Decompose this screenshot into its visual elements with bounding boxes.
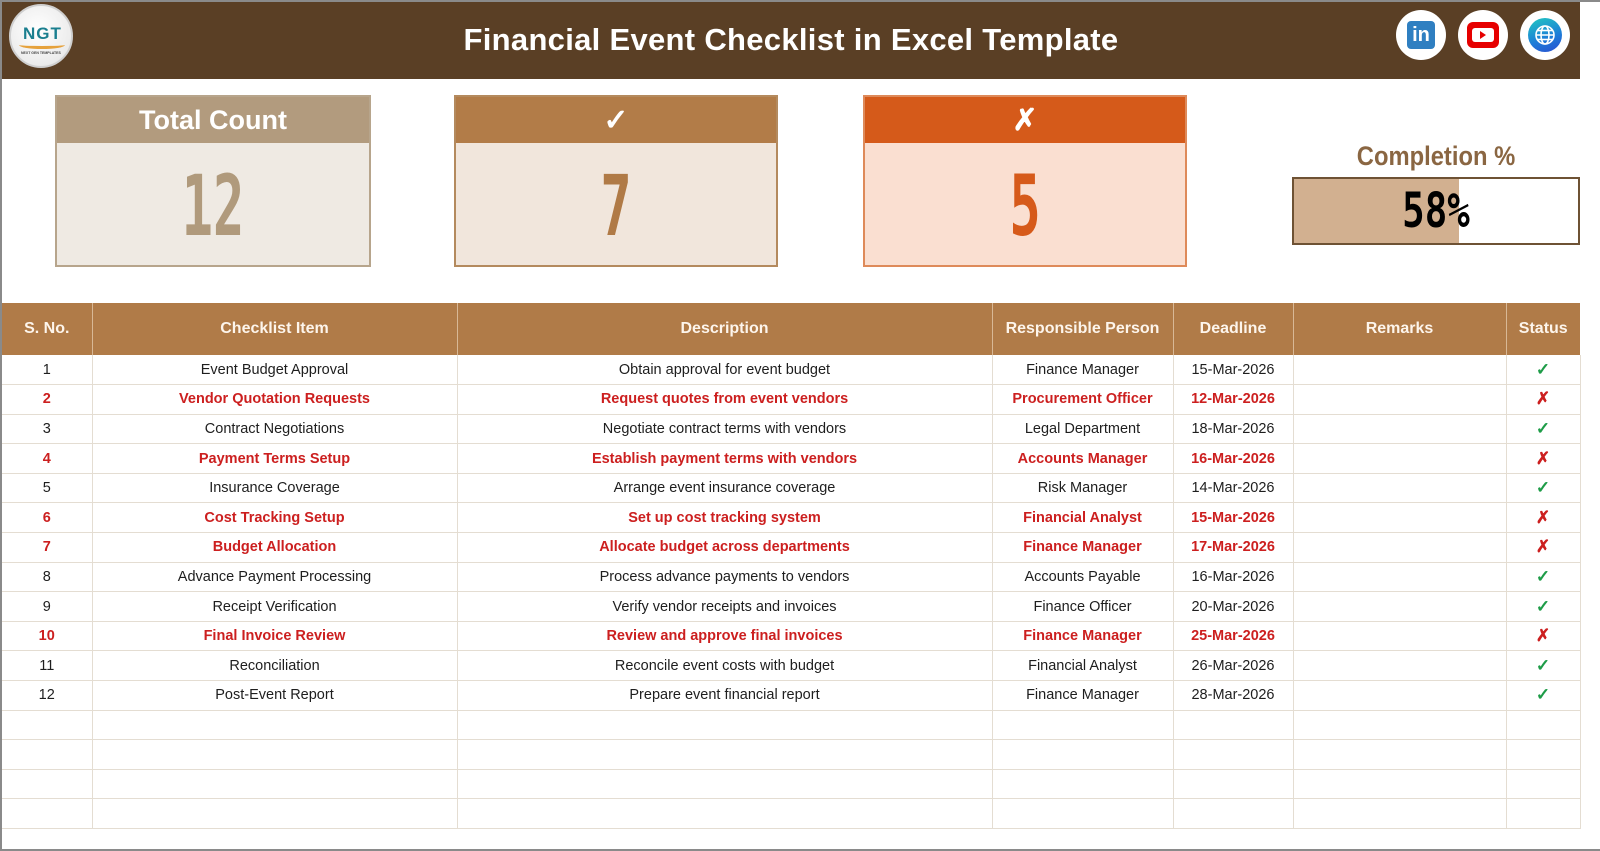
cell-status[interactable]: [1506, 355, 1580, 385]
cell-remarks[interactable]: [1293, 592, 1506, 622]
linkedin-icon: in: [1407, 21, 1435, 49]
table-row: [2, 503, 1580, 533]
table-row: [2, 414, 1580, 444]
cell-deadline[interactable]: 28-Mar-2026: [1173, 681, 1293, 711]
cell-remarks[interactable]: [1293, 385, 1506, 415]
cell-remarks[interactable]: [1293, 681, 1506, 711]
cell-responsible-person[interactable]: Financial Analyst: [992, 651, 1173, 681]
cell-sno[interactable]: 4: [2, 444, 92, 474]
cell-responsible-person[interactable]: Finance Officer: [992, 592, 1173, 622]
cell-description[interactable]: Establish payment terms with vendors: [457, 444, 992, 474]
completed-count-value: 7: [600, 157, 632, 255]
cell-checklist-item[interactable]: Insurance Coverage: [92, 473, 457, 503]
cell-description[interactable]: Prepare event financial report: [457, 681, 992, 711]
empty-cell[interactable]: [1506, 769, 1580, 799]
cell-responsible-person[interactable]: Financial Analyst: [992, 503, 1173, 533]
empty-table-row: [2, 799, 1580, 829]
empty-cell[interactable]: [457, 769, 992, 799]
column-header-sno[interactable]: S. No.: [2, 303, 92, 355]
table-row: [2, 473, 1580, 503]
empty-cell[interactable]: [1173, 769, 1293, 799]
completion-value: 58%: [1402, 183, 1470, 239]
column-header-checklist-item[interactable]: Checklist Item: [92, 303, 457, 355]
column-header-remarks[interactable]: Remarks: [1293, 303, 1506, 355]
empty-cell[interactable]: [992, 799, 1173, 829]
table-row: [2, 444, 1580, 474]
empty-table-row: [2, 740, 1580, 770]
youtube-button[interactable]: [1458, 10, 1508, 60]
cell-description[interactable]: Arrange event insurance coverage: [457, 473, 992, 503]
empty-cell[interactable]: [1293, 710, 1506, 740]
cell-deadline[interactable]: 20-Mar-2026: [1173, 592, 1293, 622]
cell-sno[interactable]: 12: [2, 681, 92, 711]
cell-deadline[interactable]: 15-Mar-2026: [1173, 503, 1293, 533]
cell-description[interactable]: Request quotes from event vendors: [457, 385, 992, 415]
cell-deadline[interactable]: 25-Mar-2026: [1173, 621, 1293, 651]
table-row: [2, 681, 1580, 711]
cell-checklist-item[interactable]: Contract Negotiations: [92, 414, 457, 444]
cell-status[interactable]: [1506, 533, 1580, 563]
table-row: [2, 651, 1580, 681]
cell-description[interactable]: Obtain approval for event budget: [457, 355, 992, 385]
table-row: [2, 385, 1580, 415]
cell-checklist-item[interactable]: Cost Tracking Setup: [92, 503, 457, 533]
cell-description[interactable]: Verify vendor receipts and invoices: [457, 592, 992, 622]
cell-remarks[interactable]: [1293, 651, 1506, 681]
checklist-table: [2, 303, 1581, 829]
cell-sno[interactable]: 2: [2, 385, 92, 415]
cell-description[interactable]: Review and approve final invoices: [457, 621, 992, 651]
table-header-row: [2, 303, 1580, 355]
cell-sno[interactable]: 1: [2, 355, 92, 385]
cell-checklist-item[interactable]: Post-Event Report: [92, 681, 457, 711]
empty-cell[interactable]: [992, 710, 1173, 740]
empty-table-row: [2, 769, 1580, 799]
cell-status[interactable]: [1506, 651, 1580, 681]
page-title: Financial Event Checklist in Excel Template: [463, 22, 1119, 57]
cell-status[interactable]: [1506, 385, 1580, 415]
logo-subtext: NEXT GEN TEMPLATES: [21, 51, 61, 55]
completion-label: Completion %: [1356, 141, 1516, 171]
cell-remarks[interactable]: [1293, 444, 1506, 474]
cell-status[interactable]: [1506, 414, 1580, 444]
cell-sno[interactable]: 7: [2, 533, 92, 563]
status-cross-icon: ✗: [1535, 448, 1551, 468]
cell-remarks[interactable]: [1293, 562, 1506, 592]
cell-sno[interactable]: 6: [2, 503, 92, 533]
cell-responsible-person[interactable]: Accounts Payable: [992, 562, 1173, 592]
empty-cell[interactable]: [2, 740, 92, 770]
column-header-deadline[interactable]: Deadline: [1173, 303, 1293, 355]
cell-status[interactable]: [1506, 592, 1580, 622]
empty-cell[interactable]: [992, 740, 1173, 770]
status-check-icon: ✓: [1535, 655, 1551, 675]
cell-description[interactable]: Allocate budget across departments: [457, 533, 992, 563]
table-row: [2, 355, 1580, 385]
cell-checklist-item[interactable]: Payment Terms Setup: [92, 444, 457, 474]
title-banner: [2, 2, 1580, 79]
cell-deadline[interactable]: 16-Mar-2026: [1173, 562, 1293, 592]
completed-count-card: [454, 95, 778, 267]
cell-description[interactable]: Set up cost tracking system: [457, 503, 992, 533]
status-cross-icon: ✗: [1535, 389, 1551, 409]
cell-description[interactable]: Reconcile event costs with budget: [457, 651, 992, 681]
cell-checklist-item[interactable]: Vendor Quotation Requests: [92, 385, 457, 415]
status-cross-icon: ✗: [1535, 537, 1551, 557]
status-cross-icon: ✗: [1535, 626, 1551, 646]
column-header-status[interactable]: Status: [1506, 303, 1580, 355]
pending-count-value: 5: [1009, 157, 1041, 255]
column-header-responsible-person[interactable]: Responsible Person: [992, 303, 1173, 355]
empty-cell[interactable]: [1293, 769, 1506, 799]
total-count-card: [55, 95, 371, 267]
empty-cell[interactable]: [1173, 799, 1293, 829]
status-check-icon: ✓: [1535, 566, 1551, 586]
cell-status[interactable]: [1506, 562, 1580, 592]
status-check-icon: ✓: [1535, 418, 1551, 438]
cell-deadline[interactable]: 26-Mar-2026: [1173, 651, 1293, 681]
cell-sno[interactable]: 5: [2, 473, 92, 503]
cell-responsible-person[interactable]: Legal Department: [992, 414, 1173, 444]
cell-deadline[interactable]: 16-Mar-2026: [1173, 444, 1293, 474]
cell-responsible-person[interactable]: Finance Manager: [992, 355, 1173, 385]
cell-checklist-item[interactable]: Budget Allocation: [92, 533, 457, 563]
cell-status[interactable]: [1506, 444, 1580, 474]
table-row: [2, 621, 1580, 651]
pending-count-card: [863, 95, 1187, 267]
empty-cell[interactable]: [1506, 710, 1580, 740]
cell-sno[interactable]: 8: [2, 562, 92, 592]
cross-icon: ✗: [865, 97, 1185, 143]
checkmark-icon: ✓: [456, 97, 776, 143]
empty-cell[interactable]: [992, 769, 1173, 799]
cell-status[interactable]: [1506, 621, 1580, 651]
completion-progress-bar: [1292, 177, 1580, 245]
empty-table-row: [2, 710, 1580, 740]
empty-cell[interactable]: [457, 740, 992, 770]
cell-remarks[interactable]: [1293, 414, 1506, 444]
cell-remarks[interactable]: [1293, 473, 1506, 503]
table-row: [2, 533, 1580, 563]
status-cross-icon: ✗: [1535, 507, 1551, 527]
empty-cell[interactable]: [92, 740, 457, 770]
cell-checklist-item[interactable]: Receipt Verification: [92, 592, 457, 622]
empty-cell[interactable]: [92, 799, 457, 829]
logo-text: NGT: [23, 24, 62, 43]
cell-remarks[interactable]: [1293, 621, 1506, 651]
cell-sno[interactable]: 3: [2, 414, 92, 444]
cell-deadline[interactable]: 12-Mar-2026: [1173, 385, 1293, 415]
cell-responsible-person[interactable]: Risk Manager: [992, 473, 1173, 503]
empty-cell[interactable]: [2, 799, 92, 829]
cell-remarks[interactable]: [1293, 503, 1506, 533]
cell-responsible-person[interactable]: Finance Manager: [992, 621, 1173, 651]
total-count-label: Total Count: [57, 97, 369, 143]
cell-status[interactable]: [1506, 473, 1580, 503]
cell-remarks[interactable]: [1293, 355, 1506, 385]
status-check-icon: ✓: [1535, 596, 1551, 616]
cell-checklist-item[interactable]: Advance Payment Processing: [92, 562, 457, 592]
cell-responsible-person[interactable]: Accounts Manager: [992, 444, 1173, 474]
cell-deadline[interactable]: 17-Mar-2026: [1173, 533, 1293, 563]
empty-cell[interactable]: [92, 710, 457, 740]
empty-cell[interactable]: [1293, 740, 1506, 770]
empty-cell[interactable]: [1173, 740, 1293, 770]
total-count-value: 12: [181, 157, 245, 255]
cell-status[interactable]: [1506, 681, 1580, 711]
cell-deadline[interactable]: 15-Mar-2026: [1173, 355, 1293, 385]
empty-cell[interactable]: [457, 710, 992, 740]
empty-cell[interactable]: [1506, 740, 1580, 770]
empty-cell[interactable]: [2, 769, 92, 799]
cell-responsible-person[interactable]: Procurement Officer: [992, 385, 1173, 415]
empty-cell[interactable]: [1173, 710, 1293, 740]
status-check-icon: ✓: [1535, 359, 1551, 379]
status-check-icon: ✓: [1535, 478, 1551, 498]
empty-cell[interactable]: [2, 710, 92, 740]
cell-status[interactable]: [1506, 503, 1580, 533]
linkedin-button[interactable]: [1396, 10, 1446, 60]
cell-checklist-item[interactable]: Final Invoice Review: [92, 621, 457, 651]
cell-deadline[interactable]: 18-Mar-2026: [1173, 414, 1293, 444]
table-row: [2, 562, 1580, 592]
cell-sno[interactable]: 9: [2, 592, 92, 622]
cell-responsible-person[interactable]: Finance Manager: [992, 681, 1173, 711]
cell-responsible-person[interactable]: Finance Manager: [992, 533, 1173, 563]
website-button[interactable]: [1520, 10, 1570, 60]
youtube-icon: [1467, 22, 1499, 48]
empty-cell[interactable]: [92, 769, 457, 799]
empty-cell[interactable]: [1506, 799, 1580, 829]
cell-checklist-item[interactable]: Event Budget Approval: [92, 355, 457, 385]
cell-sno[interactable]: 11: [2, 651, 92, 681]
cell-description[interactable]: Negotiate contract terms with vendors: [457, 414, 992, 444]
cell-remarks[interactable]: [1293, 533, 1506, 563]
cell-description[interactable]: Process advance payments to vendors: [457, 562, 992, 592]
empty-cell[interactable]: [457, 799, 992, 829]
status-check-icon: ✓: [1535, 685, 1551, 705]
cell-deadline[interactable]: 14-Mar-2026: [1173, 473, 1293, 503]
cell-checklist-item[interactable]: Reconciliation: [92, 651, 457, 681]
column-header-description[interactable]: Description: [457, 303, 992, 355]
website-globe-icon: [1528, 18, 1562, 52]
empty-cell[interactable]: [1293, 799, 1506, 829]
cell-sno[interactable]: 10: [2, 621, 92, 651]
table-row: [2, 592, 1580, 622]
